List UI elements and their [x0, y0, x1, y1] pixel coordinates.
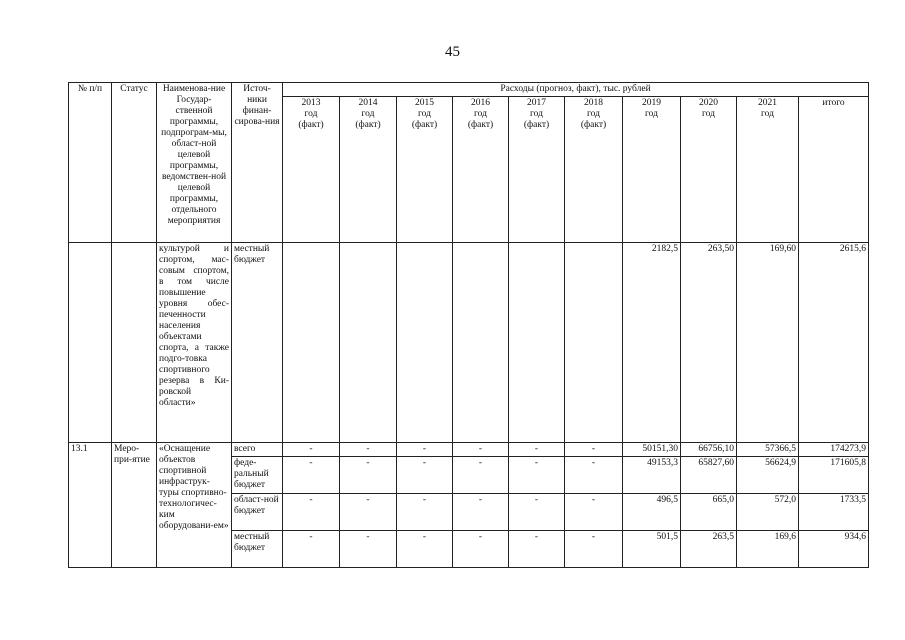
cell	[453, 243, 509, 443]
value-cell: -	[397, 443, 453, 457]
cell	[509, 243, 565, 443]
table-row	[69, 443, 869, 457]
header-name: Наименова-ние Государ-ственной программы, подпрограм-мы, област-ной целевой программы, ведомствен-ной целевой программы, отдельного мероприятия	[157, 83, 232, 243]
header-year: 2018 год (факт)	[565, 97, 623, 243]
header-year: 2017 год (факт)	[509, 97, 565, 243]
value-cell: -	[453, 531, 509, 568]
value-cell: 56624,9	[737, 457, 799, 494]
header-source: Источ-ники финан-сирова-ния	[232, 83, 283, 243]
funding-source: всего	[232, 443, 283, 457]
funding-source: местный бюджет	[232, 531, 283, 568]
value-cell: 2615,6	[799, 243, 869, 443]
cell	[69, 243, 112, 443]
value-cell: 174273,9	[799, 443, 869, 457]
value-cell: -	[565, 457, 623, 494]
item-status: Меро-при-ятие	[112, 443, 157, 568]
cell	[565, 243, 623, 443]
value-cell: 501,5	[623, 531, 681, 568]
value-cell: 263,5	[681, 531, 737, 568]
cell	[397, 243, 453, 443]
funding-source: феде-ральный бюджет	[232, 457, 283, 494]
value-cell: 65827,60	[681, 457, 737, 494]
program-name-continued: культурой и спортом, мас-совым спортом, в том числе повышение уровня обес-печенности населения объектами спорта, а также подго-товка спортивного резерва в Ки-ровской области»	[157, 243, 232, 443]
value-cell: -	[283, 531, 340, 568]
value-cell: -	[509, 531, 565, 568]
header-row	[69, 83, 869, 97]
header-expenses: Расходы (прогноз, факт), тыс. рублей	[283, 83, 869, 97]
value-cell: 169,6	[737, 531, 799, 568]
header-year: 2013 год (факт)	[283, 97, 340, 243]
budget-table	[68, 82, 869, 568]
value-cell: 934,6	[799, 531, 869, 568]
header-year: 2020 год	[681, 97, 737, 243]
value-cell: 49153,3	[623, 457, 681, 494]
value-cell: 665,0	[681, 494, 737, 531]
value-cell: 263,50	[681, 243, 737, 443]
value-cell: -	[453, 443, 509, 457]
header-year: 2019 год	[623, 97, 681, 243]
value-cell: 2182,5	[623, 243, 681, 443]
header-year: 2015 год (факт)	[397, 97, 453, 243]
cell	[340, 243, 397, 443]
cell	[112, 243, 157, 443]
value-cell: -	[509, 443, 565, 457]
value-cell: -	[453, 494, 509, 531]
value-cell: 171605,8	[799, 457, 869, 494]
value-cell: -	[397, 457, 453, 494]
value-cell: -	[565, 494, 623, 531]
item-number: 13.1	[69, 443, 112, 568]
value-cell: -	[397, 531, 453, 568]
value-cell: 169,60	[737, 243, 799, 443]
value-cell: 50151,30	[623, 443, 681, 457]
value-cell: -	[340, 531, 397, 568]
cell	[283, 243, 340, 443]
funding-source: област-ной бюджет	[232, 494, 283, 531]
value-cell: -	[340, 494, 397, 531]
value-cell: 66756,10	[681, 443, 737, 457]
value-cell: 1733,5	[799, 494, 869, 531]
value-cell: -	[283, 494, 340, 531]
value-cell: -	[565, 443, 623, 457]
funding-source: местный бюджет	[232, 243, 283, 443]
item-name: «Оснащение объектов спортивной инфраструк-туры спортивно-технологичес-ким оборудовани-ем»	[157, 443, 232, 568]
header-status: Статус	[112, 83, 157, 243]
value-cell: -	[340, 443, 397, 457]
value-cell: -	[453, 457, 509, 494]
value-cell: 57366,5	[737, 443, 799, 457]
header-year: 2021 год	[737, 97, 799, 243]
header-year: 2014 год (факт)	[340, 97, 397, 243]
value-cell: -	[340, 457, 397, 494]
header-no: № п/п	[69, 83, 112, 243]
value-cell: -	[283, 443, 340, 457]
header-year: 2016 год (факт)	[453, 97, 509, 243]
value-cell: -	[565, 531, 623, 568]
value-cell: -	[509, 494, 565, 531]
value-cell: 572,0	[737, 494, 799, 531]
value-cell: -	[283, 457, 340, 494]
value-cell: 496,5	[623, 494, 681, 531]
value-cell: -	[397, 494, 453, 531]
page-number: 45	[445, 44, 460, 60]
table-row	[69, 243, 869, 443]
header-total: итого	[799, 97, 869, 243]
value-cell: -	[509, 457, 565, 494]
